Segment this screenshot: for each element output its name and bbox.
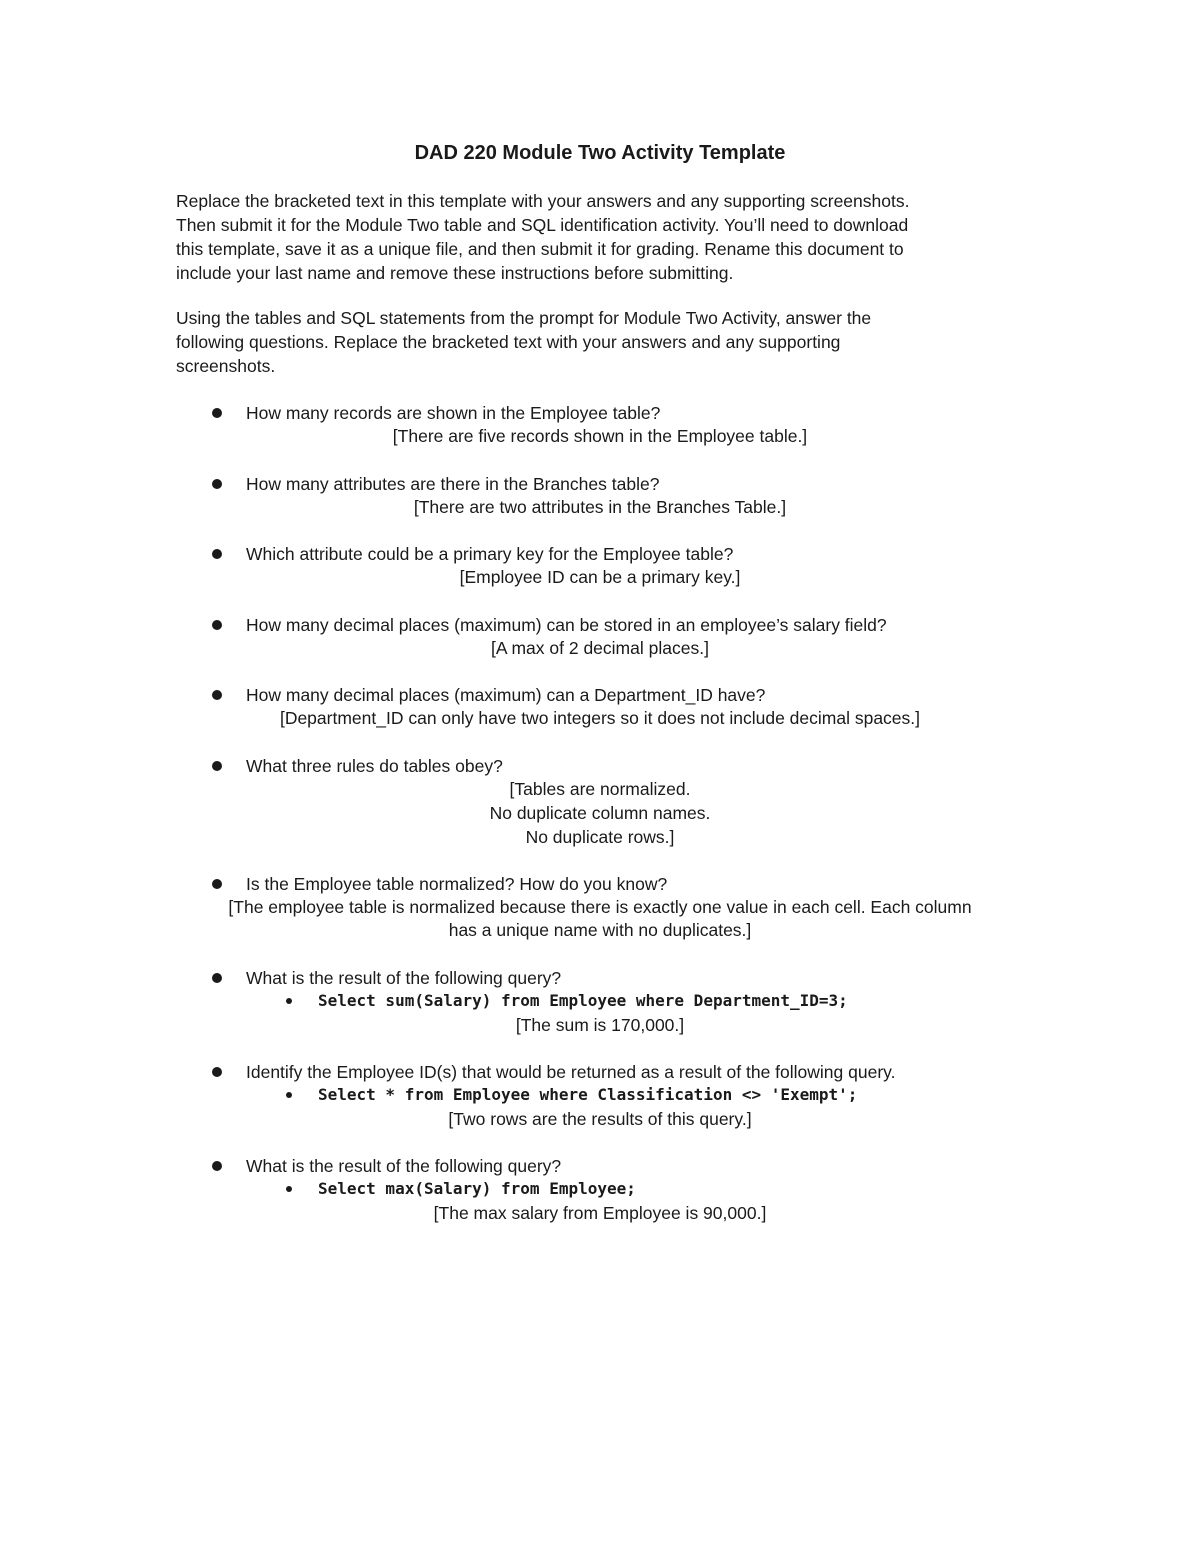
bullet-icon (212, 408, 222, 418)
bullet-icon (212, 1161, 222, 1171)
answer-6-line-1: [Tables are normalized. (509, 779, 691, 799)
question-9: Identify the Employee ID(s) that would be returned as a result of the following query. (246, 1062, 896, 1082)
answer-3: [Employee ID can be a primary key.] (459, 567, 741, 587)
question-7: Is the Employee table normalized? How do you know? (246, 874, 668, 894)
question-3: Which attribute could be a primary key for the Employee table? (246, 544, 734, 564)
sub-bullet-icon (286, 998, 292, 1004)
sql-query-9: Select * from Employee where Classification <> 'Exempt'; (318, 1085, 858, 1104)
sql-query-8: Select sum(Salary) from Employee where Department_ID=3; (318, 991, 848, 1010)
answer-4: [A max of 2 decimal places.] (491, 638, 709, 658)
question-6: What three rules do tables obey? (246, 756, 503, 776)
instructions-line: screenshots. (176, 356, 276, 376)
question-10: What is the result of the following query? (246, 1156, 562, 1176)
bullet-icon (212, 973, 222, 983)
bullet-icon (212, 549, 222, 559)
bullet-icon (212, 1067, 222, 1077)
bullet-icon (212, 620, 222, 630)
answer-9: [Two rows are the results of this query.] (448, 1109, 752, 1129)
question-2: How many attributes are there in the Branches table? (246, 474, 660, 494)
question-5: How many decimal places (maximum) can a Department_ID have? (246, 685, 766, 705)
sub-bullet-icon (286, 1186, 292, 1192)
bullet-icon (212, 479, 222, 489)
question-4: How many decimal places (maximum) can be stored in an employee’s salary field? (246, 615, 887, 635)
answer-2: [There are two attributes in the Branches Table.] (413, 497, 787, 517)
answer-5: [Department_ID can only have two integers so it does not include decimal spaces.] (279, 708, 921, 728)
bullet-icon (212, 690, 222, 700)
instructions-line: Using the tables and SQL statements from the prompt for Module Two Activity, answer the (176, 308, 872, 328)
intro-paragraph (176, 189, 1036, 285)
sql-query-10: Select max(Salary) from Employee; (318, 1179, 636, 1198)
intro-line: this template, save it as a unique file, and then submit it for grading. Rename this document to (176, 239, 904, 259)
question-1: How many records are shown in the Employee table? (246, 403, 661, 423)
answer-8: [The sum is 170,000.] (515, 1015, 685, 1035)
answer-10: [The max salary from Employee is 90,000.] (433, 1203, 767, 1223)
bullet-icon (212, 879, 222, 889)
intro-line: Replace the bracketed text in this template with your answers and any supporting screenshots. (176, 191, 910, 211)
intro-line: include your last name and remove these instructions before submitting. (176, 263, 734, 283)
sub-bullet-icon (286, 1092, 292, 1098)
question-8: What is the result of the following query? (246, 968, 562, 988)
bullet-icon (212, 761, 222, 771)
instructions-paragraph (176, 306, 1036, 378)
document-title: DAD 220 Module Two Activity Template (414, 142, 786, 164)
instructions-line: following questions. Replace the bracketed text with your answers and any supporting (176, 332, 841, 352)
answer-7-line-2: has a unique name with no duplicates.] (448, 920, 752, 940)
answer-1: [There are five records shown in the Employee table.] (392, 426, 808, 446)
answer-6-line-2: No duplicate column names. (489, 803, 711, 823)
answer-7-line-1: [The employee table is normalized because there is exactly one value in each cell. Each column (228, 897, 972, 917)
answer-6-line-3: No duplicate rows.] (525, 827, 675, 847)
intro-line: Then submit it for the Module Two table and SQL identification activity. You’ll need to download (176, 215, 909, 235)
